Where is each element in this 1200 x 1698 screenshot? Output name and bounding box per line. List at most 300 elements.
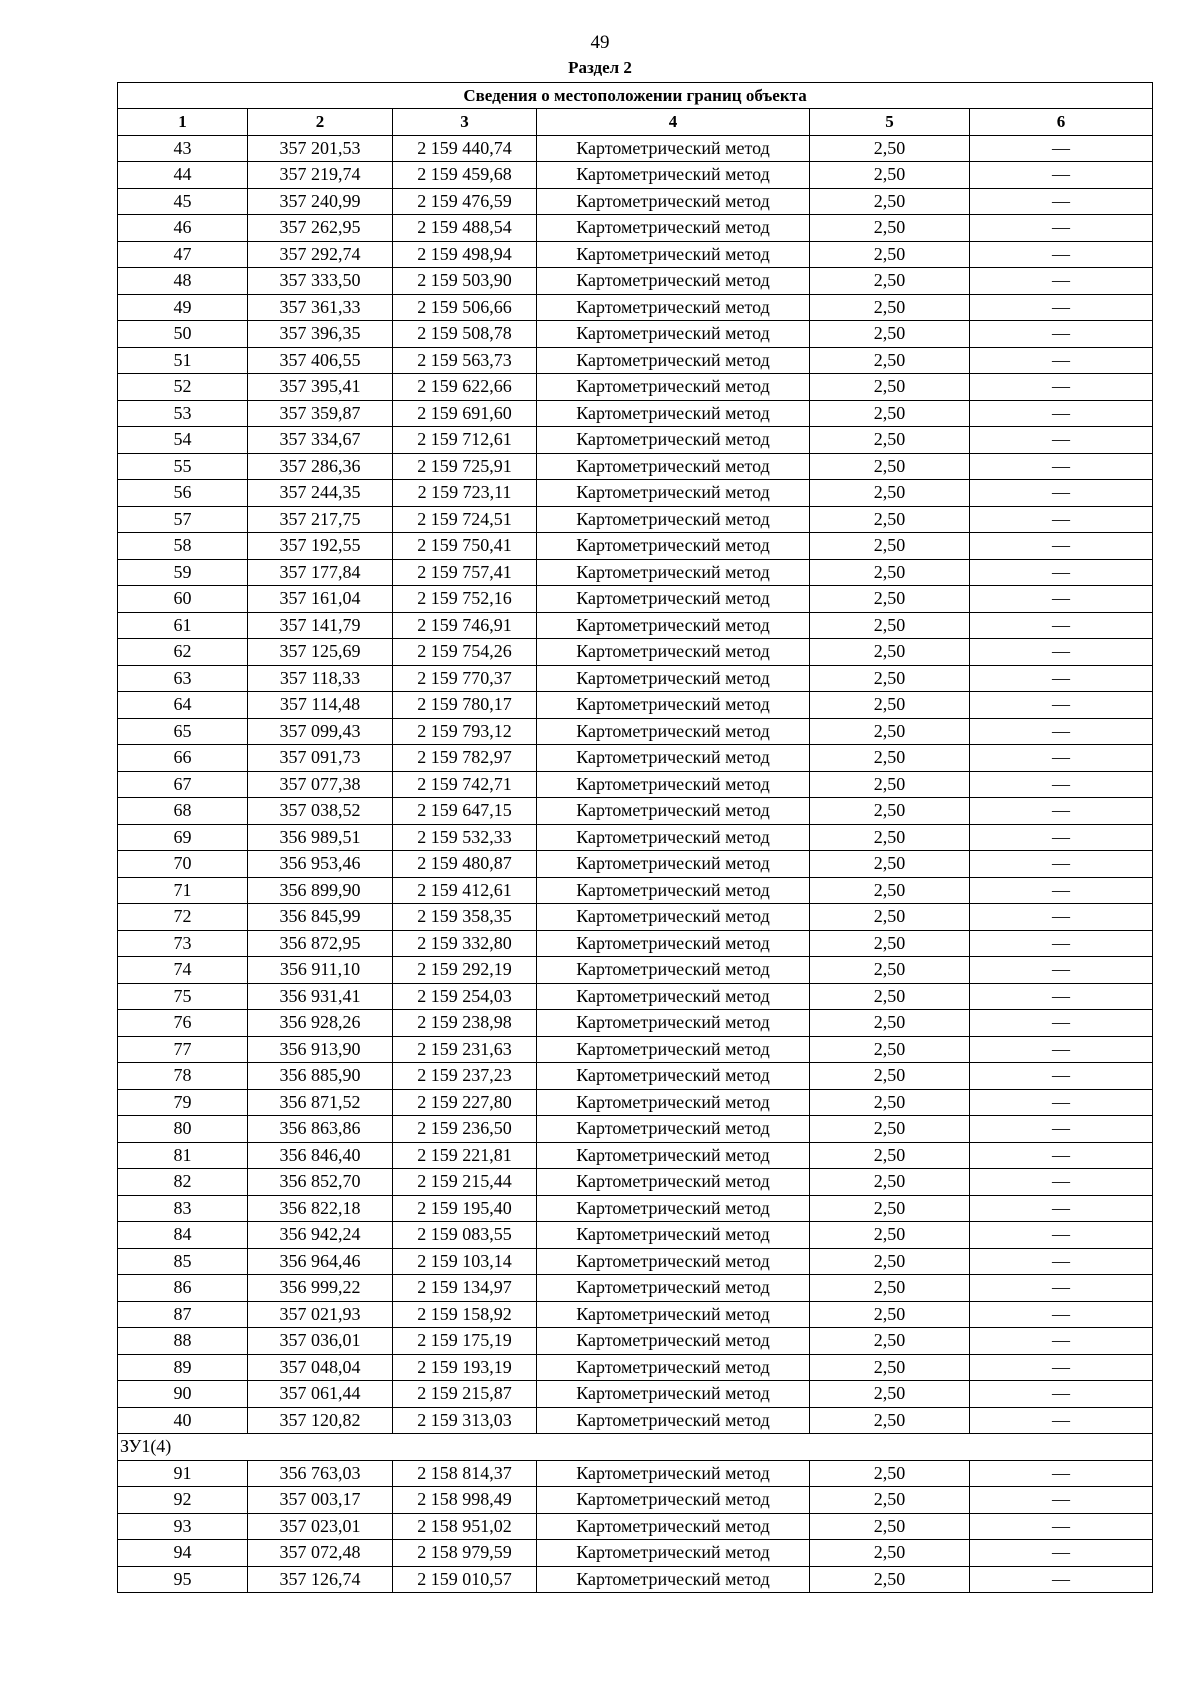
point-number-cell: 87 — [118, 1301, 248, 1328]
table-row — [118, 1248, 1153, 1275]
table-row — [118, 1566, 1153, 1593]
point-number-cell: 40 — [118, 1407, 248, 1434]
table-row — [118, 1407, 1153, 1434]
table-row — [118, 321, 1153, 348]
y-coordinate-cell: 2 158 814,37 — [393, 1460, 537, 1487]
x-coordinate-cell: 357 201,53 — [248, 135, 393, 162]
point-number-cell: 93 — [118, 1513, 248, 1540]
table-row — [118, 639, 1153, 666]
accuracy-cell: 2,50 — [810, 586, 970, 613]
accuracy-cell: 2,50 — [810, 347, 970, 374]
accuracy-cell: 2,50 — [810, 480, 970, 507]
description-cell: — — [970, 930, 1153, 957]
table-row — [118, 1354, 1153, 1381]
table-row — [118, 798, 1153, 825]
description-cell: — — [970, 1195, 1153, 1222]
description-cell: — — [970, 347, 1153, 374]
method-cell: Картометрический метод — [537, 1116, 810, 1143]
x-coordinate-cell: 357 118,33 — [248, 665, 393, 692]
y-coordinate-cell: 2 159 236,50 — [393, 1116, 537, 1143]
y-coordinate-cell: 2 159 754,26 — [393, 639, 537, 666]
x-coordinate-cell: 356 911,10 — [248, 957, 393, 984]
x-coordinate-cell: 357 003,17 — [248, 1487, 393, 1514]
accuracy-cell: 2,50 — [810, 904, 970, 931]
method-cell: Картометрический метод — [537, 1381, 810, 1408]
method-cell: Картометрический метод — [537, 1169, 810, 1196]
description-cell: — — [970, 612, 1153, 639]
method-cell: Картометрический метод — [537, 930, 810, 957]
method-cell: Картометрический метод — [537, 1275, 810, 1302]
y-coordinate-cell: 2 159 254,03 — [393, 983, 537, 1010]
point-number-cell: 51 — [118, 347, 248, 374]
y-coordinate-cell: 2 159 563,73 — [393, 347, 537, 374]
description-cell: — — [970, 241, 1153, 268]
accuracy-cell: 2,50 — [810, 241, 970, 268]
description-cell: — — [970, 983, 1153, 1010]
point-number-cell: 78 — [118, 1063, 248, 1090]
group-row — [118, 1434, 1153, 1461]
description-cell: — — [970, 162, 1153, 189]
point-number-cell: 94 — [118, 1540, 248, 1567]
method-cell: Картометрический метод — [537, 268, 810, 295]
description-cell: — — [970, 665, 1153, 692]
accuracy-cell: 2,50 — [810, 188, 970, 215]
description-cell: — — [970, 692, 1153, 719]
y-coordinate-cell: 2 159 158,92 — [393, 1301, 537, 1328]
accuracy-cell: 2,50 — [810, 1063, 970, 1090]
y-coordinate-cell: 2 158 979,59 — [393, 1540, 537, 1567]
x-coordinate-cell: 357 061,44 — [248, 1381, 393, 1408]
table-row — [118, 612, 1153, 639]
accuracy-cell: 2,50 — [810, 851, 970, 878]
accuracy-cell: 2,50 — [810, 612, 970, 639]
column-number: 1 — [118, 109, 248, 136]
table-row — [118, 1381, 1153, 1408]
x-coordinate-cell: 356 964,46 — [248, 1248, 393, 1275]
point-number-cell: 48 — [118, 268, 248, 295]
table-row — [118, 1116, 1153, 1143]
accuracy-cell: 2,50 — [810, 1222, 970, 1249]
x-coordinate-cell: 356 928,26 — [248, 1010, 393, 1037]
x-coordinate-cell: 356 872,95 — [248, 930, 393, 957]
table-row — [118, 162, 1153, 189]
y-coordinate-cell: 2 159 757,41 — [393, 559, 537, 586]
point-number-cell: 44 — [118, 162, 248, 189]
x-coordinate-cell: 357 244,35 — [248, 480, 393, 507]
point-number-cell: 50 — [118, 321, 248, 348]
x-coordinate-cell: 356 899,90 — [248, 877, 393, 904]
method-cell: Картометрический метод — [537, 771, 810, 798]
table-caption-row — [118, 83, 1153, 109]
table-row — [118, 824, 1153, 851]
y-coordinate-cell: 2 159 237,23 — [393, 1063, 537, 1090]
accuracy-cell: 2,50 — [810, 1301, 970, 1328]
x-coordinate-cell: 357 099,43 — [248, 718, 393, 745]
description-cell: — — [970, 321, 1153, 348]
y-coordinate-cell: 2 158 951,02 — [393, 1513, 537, 1540]
point-number-cell: 68 — [118, 798, 248, 825]
table-row — [118, 268, 1153, 295]
x-coordinate-cell: 357 395,41 — [248, 374, 393, 401]
y-coordinate-cell: 2 159 752,16 — [393, 586, 537, 613]
description-cell: — — [970, 1116, 1153, 1143]
point-number-cell: 66 — [118, 745, 248, 772]
table-row — [118, 745, 1153, 772]
description-cell: — — [970, 1328, 1153, 1355]
method-cell: Картометрический метод — [537, 347, 810, 374]
accuracy-cell: 2,50 — [810, 162, 970, 189]
accuracy-cell: 2,50 — [810, 533, 970, 560]
method-cell: Картометрический метод — [537, 506, 810, 533]
x-coordinate-cell: 357 036,01 — [248, 1328, 393, 1355]
description-cell: — — [970, 427, 1153, 454]
accuracy-cell: 2,50 — [810, 745, 970, 772]
point-number-cell: 64 — [118, 692, 248, 719]
description-cell: — — [970, 188, 1153, 215]
description-cell: — — [970, 268, 1153, 295]
x-coordinate-cell: 357 048,04 — [248, 1354, 393, 1381]
method-cell: Картометрический метод — [537, 612, 810, 639]
table-row — [118, 347, 1153, 374]
x-coordinate-cell: 356 885,90 — [248, 1063, 393, 1090]
y-coordinate-cell: 2 159 175,19 — [393, 1328, 537, 1355]
description-cell: — — [970, 135, 1153, 162]
accuracy-cell: 2,50 — [810, 930, 970, 957]
method-cell: Картометрический метод — [537, 374, 810, 401]
method-cell: Картометрический метод — [537, 877, 810, 904]
x-coordinate-cell: 357 125,69 — [248, 639, 393, 666]
method-cell: Картометрический метод — [537, 1540, 810, 1567]
method-cell: Картометрический метод — [537, 559, 810, 586]
point-number-cell: 62 — [118, 639, 248, 666]
description-cell: — — [970, 1354, 1153, 1381]
accuracy-cell: 2,50 — [810, 1381, 970, 1408]
accuracy-cell: 2,50 — [810, 1487, 970, 1514]
x-coordinate-cell: 356 953,46 — [248, 851, 393, 878]
y-coordinate-cell: 2 159 647,15 — [393, 798, 537, 825]
accuracy-cell: 2,50 — [810, 1036, 970, 1063]
table-caption: Сведения о местоположении границ объекта — [118, 83, 1153, 109]
method-cell: Картометрический метод — [537, 533, 810, 560]
y-coordinate-cell: 2 159 622,66 — [393, 374, 537, 401]
x-coordinate-cell: 357 141,79 — [248, 612, 393, 639]
method-cell: Картометрический метод — [537, 162, 810, 189]
x-coordinate-cell: 357 114,48 — [248, 692, 393, 719]
point-number-cell: 95 — [118, 1566, 248, 1593]
table-row — [118, 718, 1153, 745]
description-cell: — — [970, 586, 1153, 613]
accuracy-cell: 2,50 — [810, 877, 970, 904]
x-coordinate-cell: 356 989,51 — [248, 824, 393, 851]
table-row — [118, 533, 1153, 560]
point-number-cell: 61 — [118, 612, 248, 639]
description-cell: — — [970, 957, 1153, 984]
page-number: 49 — [590, 32, 610, 53]
accuracy-cell: 2,50 — [810, 1089, 970, 1116]
description-cell: — — [970, 1460, 1153, 1487]
description-cell: — — [970, 1089, 1153, 1116]
accuracy-cell: 2,50 — [810, 665, 970, 692]
accuracy-cell: 2,50 — [810, 639, 970, 666]
method-cell: Картометрический метод — [537, 1460, 810, 1487]
table-body — [118, 135, 1153, 1593]
method-cell: Картометрический метод — [537, 904, 810, 931]
x-coordinate-cell: 357 361,33 — [248, 294, 393, 321]
table-row — [118, 506, 1153, 533]
accuracy-cell: 2,50 — [810, 1513, 970, 1540]
method-cell: Картометрический метод — [537, 135, 810, 162]
point-number-cell: 46 — [118, 215, 248, 242]
method-cell: Картометрический метод — [537, 1195, 810, 1222]
x-coordinate-cell: 356 845,99 — [248, 904, 393, 931]
x-coordinate-cell: 357 192,55 — [248, 533, 393, 560]
boundary-coordinates-table — [117, 82, 1153, 1593]
y-coordinate-cell: 2 159 488,54 — [393, 215, 537, 242]
table-row — [118, 1275, 1153, 1302]
point-number-cell: 45 — [118, 188, 248, 215]
y-coordinate-cell: 2 159 480,87 — [393, 851, 537, 878]
table-row — [118, 1328, 1153, 1355]
point-number-cell: 43 — [118, 135, 248, 162]
table-row — [118, 1513, 1153, 1540]
method-cell: Картометрический метод — [537, 586, 810, 613]
y-coordinate-cell: 2 159 010,57 — [393, 1566, 537, 1593]
method-cell: Картометрический метод — [537, 1248, 810, 1275]
point-number-cell: 70 — [118, 851, 248, 878]
table-row — [118, 1036, 1153, 1063]
accuracy-cell: 2,50 — [810, 718, 970, 745]
method-cell: Картометрический метод — [537, 1328, 810, 1355]
x-coordinate-cell: 357 262,95 — [248, 215, 393, 242]
accuracy-cell: 2,50 — [810, 1407, 970, 1434]
method-cell: Картометрический метод — [537, 718, 810, 745]
point-number-cell: 71 — [118, 877, 248, 904]
column-number: 5 — [810, 109, 970, 136]
description-cell: — — [970, 480, 1153, 507]
x-coordinate-cell: 357 359,87 — [248, 400, 393, 427]
method-cell: Картометрический метод — [537, 1513, 810, 1540]
table-row — [118, 453, 1153, 480]
y-coordinate-cell: 2 159 770,37 — [393, 665, 537, 692]
description-cell: — — [970, 506, 1153, 533]
point-number-cell: 55 — [118, 453, 248, 480]
y-coordinate-cell: 2 159 195,40 — [393, 1195, 537, 1222]
accuracy-cell: 2,50 — [810, 1248, 970, 1275]
y-coordinate-cell: 2 159 506,66 — [393, 294, 537, 321]
point-number-cell: 89 — [118, 1354, 248, 1381]
description-cell: — — [970, 1566, 1153, 1593]
x-coordinate-cell: 357 240,99 — [248, 188, 393, 215]
point-number-cell: 85 — [118, 1248, 248, 1275]
accuracy-cell: 2,50 — [810, 374, 970, 401]
table-row — [118, 400, 1153, 427]
x-coordinate-cell: 357 396,35 — [248, 321, 393, 348]
point-number-cell: 82 — [118, 1169, 248, 1196]
description-cell: — — [970, 824, 1153, 851]
y-coordinate-cell: 2 159 746,91 — [393, 612, 537, 639]
x-coordinate-cell: 357 023,01 — [248, 1513, 393, 1540]
table-row — [118, 957, 1153, 984]
description-cell: — — [970, 745, 1153, 772]
accuracy-cell: 2,50 — [810, 692, 970, 719]
description-cell: — — [970, 1487, 1153, 1514]
point-number-cell: 73 — [118, 930, 248, 957]
x-coordinate-cell: 356 942,24 — [248, 1222, 393, 1249]
column-number-row — [118, 109, 1153, 136]
x-coordinate-cell: 357 120,82 — [248, 1407, 393, 1434]
table-row — [118, 983, 1153, 1010]
table-row — [118, 1460, 1153, 1487]
method-cell: Картометрический метод — [537, 400, 810, 427]
method-cell: Картометрический метод — [537, 1222, 810, 1249]
description-cell: — — [970, 1301, 1153, 1328]
table-row — [118, 1089, 1153, 1116]
point-number-cell: 52 — [118, 374, 248, 401]
method-cell: Картометрический метод — [537, 480, 810, 507]
table-row — [118, 1222, 1153, 1249]
x-coordinate-cell: 357 333,50 — [248, 268, 393, 295]
table-row — [118, 1487, 1153, 1514]
x-coordinate-cell: 356 999,22 — [248, 1275, 393, 1302]
group-label: ЗУ1(4) — [118, 1434, 1153, 1461]
accuracy-cell: 2,50 — [810, 983, 970, 1010]
y-coordinate-cell: 2 159 532,33 — [393, 824, 537, 851]
x-coordinate-cell: 356 871,52 — [248, 1089, 393, 1116]
x-coordinate-cell: 357 177,84 — [248, 559, 393, 586]
table-row — [118, 294, 1153, 321]
y-coordinate-cell: 2 159 358,35 — [393, 904, 537, 931]
y-coordinate-cell: 2 158 998,49 — [393, 1487, 537, 1514]
point-number-cell: 90 — [118, 1381, 248, 1408]
accuracy-cell: 2,50 — [810, 1328, 970, 1355]
description-cell: — — [970, 771, 1153, 798]
method-cell: Картометрический метод — [537, 957, 810, 984]
point-number-cell: 72 — [118, 904, 248, 931]
description-cell: — — [970, 374, 1153, 401]
point-number-cell: 58 — [118, 533, 248, 560]
point-number-cell: 47 — [118, 241, 248, 268]
table-row — [118, 1195, 1153, 1222]
method-cell: Картометрический метод — [537, 1354, 810, 1381]
method-cell: Картометрический метод — [537, 1566, 810, 1593]
description-cell: — — [970, 639, 1153, 666]
accuracy-cell: 2,50 — [810, 1275, 970, 1302]
y-coordinate-cell: 2 159 412,61 — [393, 877, 537, 904]
point-number-cell: 75 — [118, 983, 248, 1010]
method-cell: Картометрический метод — [537, 745, 810, 772]
method-cell: Картометрический метод — [537, 983, 810, 1010]
column-number: 2 — [248, 109, 393, 136]
point-number-cell: 80 — [118, 1116, 248, 1143]
description-cell: — — [970, 453, 1153, 480]
y-coordinate-cell: 2 159 476,59 — [393, 188, 537, 215]
table-row — [118, 1301, 1153, 1328]
description-cell: — — [970, 1513, 1153, 1540]
point-number-cell: 77 — [118, 1036, 248, 1063]
method-cell: Картометрический метод — [537, 1010, 810, 1037]
x-coordinate-cell: 356 863,86 — [248, 1116, 393, 1143]
accuracy-cell: 2,50 — [810, 957, 970, 984]
y-coordinate-cell: 2 159 750,41 — [393, 533, 537, 560]
point-number-cell: 60 — [118, 586, 248, 613]
point-number-cell: 81 — [118, 1142, 248, 1169]
accuracy-cell: 2,50 — [810, 453, 970, 480]
accuracy-cell: 2,50 — [810, 1460, 970, 1487]
table-row — [118, 1010, 1153, 1037]
table-row — [118, 930, 1153, 957]
y-coordinate-cell: 2 159 503,90 — [393, 268, 537, 295]
accuracy-cell: 2,50 — [810, 294, 970, 321]
method-cell: Картометрический метод — [537, 1487, 810, 1514]
table-row — [118, 559, 1153, 586]
method-cell: Картометрический метод — [537, 453, 810, 480]
description-cell: — — [970, 1381, 1153, 1408]
table-row — [118, 1169, 1153, 1196]
description-cell: — — [970, 798, 1153, 825]
accuracy-cell: 2,50 — [810, 215, 970, 242]
accuracy-cell: 2,50 — [810, 400, 970, 427]
x-coordinate-cell: 357 161,04 — [248, 586, 393, 613]
accuracy-cell: 2,50 — [810, 321, 970, 348]
y-coordinate-cell: 2 159 691,60 — [393, 400, 537, 427]
x-coordinate-cell: 357 072,48 — [248, 1540, 393, 1567]
method-cell: Картометрический метод — [537, 798, 810, 825]
y-coordinate-cell: 2 159 231,63 — [393, 1036, 537, 1063]
point-number-cell: 67 — [118, 771, 248, 798]
point-number-cell: 57 — [118, 506, 248, 533]
table-row — [118, 771, 1153, 798]
description-cell: — — [970, 400, 1153, 427]
x-coordinate-cell: 357 217,75 — [248, 506, 393, 533]
y-coordinate-cell: 2 159 332,80 — [393, 930, 537, 957]
x-coordinate-cell: 357 021,93 — [248, 1301, 393, 1328]
method-cell: Картометрический метод — [537, 215, 810, 242]
table-row — [118, 1142, 1153, 1169]
y-coordinate-cell: 2 159 238,98 — [393, 1010, 537, 1037]
point-number-cell: 86 — [118, 1275, 248, 1302]
point-number-cell: 59 — [118, 559, 248, 586]
y-coordinate-cell: 2 159 780,17 — [393, 692, 537, 719]
x-coordinate-cell: 356 913,90 — [248, 1036, 393, 1063]
accuracy-cell: 2,50 — [810, 268, 970, 295]
y-coordinate-cell: 2 159 193,19 — [393, 1354, 537, 1381]
method-cell: Картометрический метод — [537, 1036, 810, 1063]
description-cell: — — [970, 877, 1153, 904]
y-coordinate-cell: 2 159 712,61 — [393, 427, 537, 454]
description-cell: — — [970, 1222, 1153, 1249]
accuracy-cell: 2,50 — [810, 1540, 970, 1567]
y-coordinate-cell: 2 159 725,91 — [393, 453, 537, 480]
point-number-cell: 76 — [118, 1010, 248, 1037]
table-row — [118, 427, 1153, 454]
section-title: Раздел 2 — [568, 58, 632, 77]
table-row — [118, 188, 1153, 215]
y-coordinate-cell: 2 159 313,03 — [393, 1407, 537, 1434]
y-coordinate-cell: 2 159 782,97 — [393, 745, 537, 772]
table-row — [118, 904, 1153, 931]
y-coordinate-cell: 2 159 215,44 — [393, 1169, 537, 1196]
y-coordinate-cell: 2 159 508,78 — [393, 321, 537, 348]
method-cell: Картометрический метод — [537, 824, 810, 851]
point-number-cell: 63 — [118, 665, 248, 692]
description-cell: — — [970, 851, 1153, 878]
y-coordinate-cell: 2 159 498,94 — [393, 241, 537, 268]
description-cell: — — [970, 718, 1153, 745]
method-cell: Картометрический метод — [537, 692, 810, 719]
method-cell: Картометрический метод — [537, 665, 810, 692]
accuracy-cell: 2,50 — [810, 135, 970, 162]
point-number-cell: 53 — [118, 400, 248, 427]
